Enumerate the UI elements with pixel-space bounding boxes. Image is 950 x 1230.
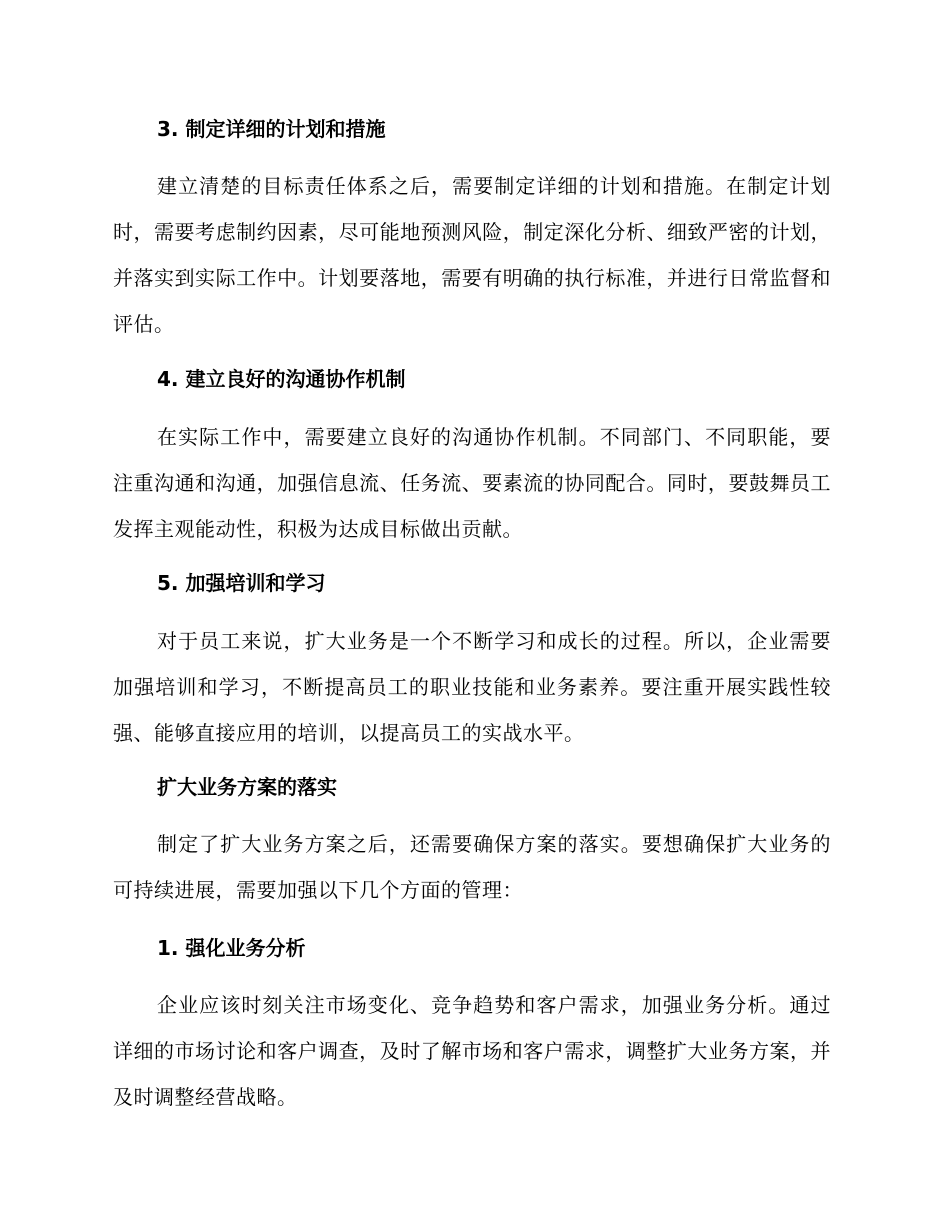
section-heading-plan: 3. 制定详细的计划和措施: [157, 117, 386, 141]
section-paragraph-plan: 建立清楚的目标责任体系之后，需要制定详细的计划和措施。在制定计划时，需要考虑制约因素，尽可能地预测风险，制定深化分析、细致严密的计划，并落实到实际工作中。计划要落地，需要有明确的执行标准，并进行日常监督和评估。: [113, 174, 831, 336]
section-heading-analysis: 1. 强化业务分析: [157, 936, 306, 960]
section-heading-training: 5. 加强培训和学习: [157, 571, 326, 595]
section-paragraph-analysis: 企业应该时刻关注市场变化、竞争趋势和客户需求，加强业务分析。通过详细的市场讨论和客户调查，及时了解市场和客户需求，调整扩大业务方案，并及时调整经营战略。: [113, 993, 831, 1109]
section-paragraph-implementation: 制定了扩大业务方案之后，还需要确保方案的落实。要想确保扩大业务的可持续进展，需要加强以下几个方面的管理：: [113, 832, 831, 902]
section-paragraph-communication: 在实际工作中，需要建立良好的沟通协作机制。不同部门、不同职能，要注重沟通和沟通，加强信息流、任务流、要素流的协同配合。同时，要鼓舞员工发挥主观能动性，积极为达成目标做出贡献。: [113, 425, 831, 541]
section-heading-implementation: 扩大业务方案的落实: [157, 775, 337, 799]
section-paragraph-training: 对于员工来说，扩大业务是一个不断学习和成长的过程。所以，企业需要加强培训和学习，不断提高员工的职业技能和业务素养。要注重开展实践性较强、能够直接应用的培训，以提高员工的实战水平。: [113, 629, 831, 745]
section-heading-communication: 4. 建立良好的沟通协作机制: [157, 367, 406, 391]
